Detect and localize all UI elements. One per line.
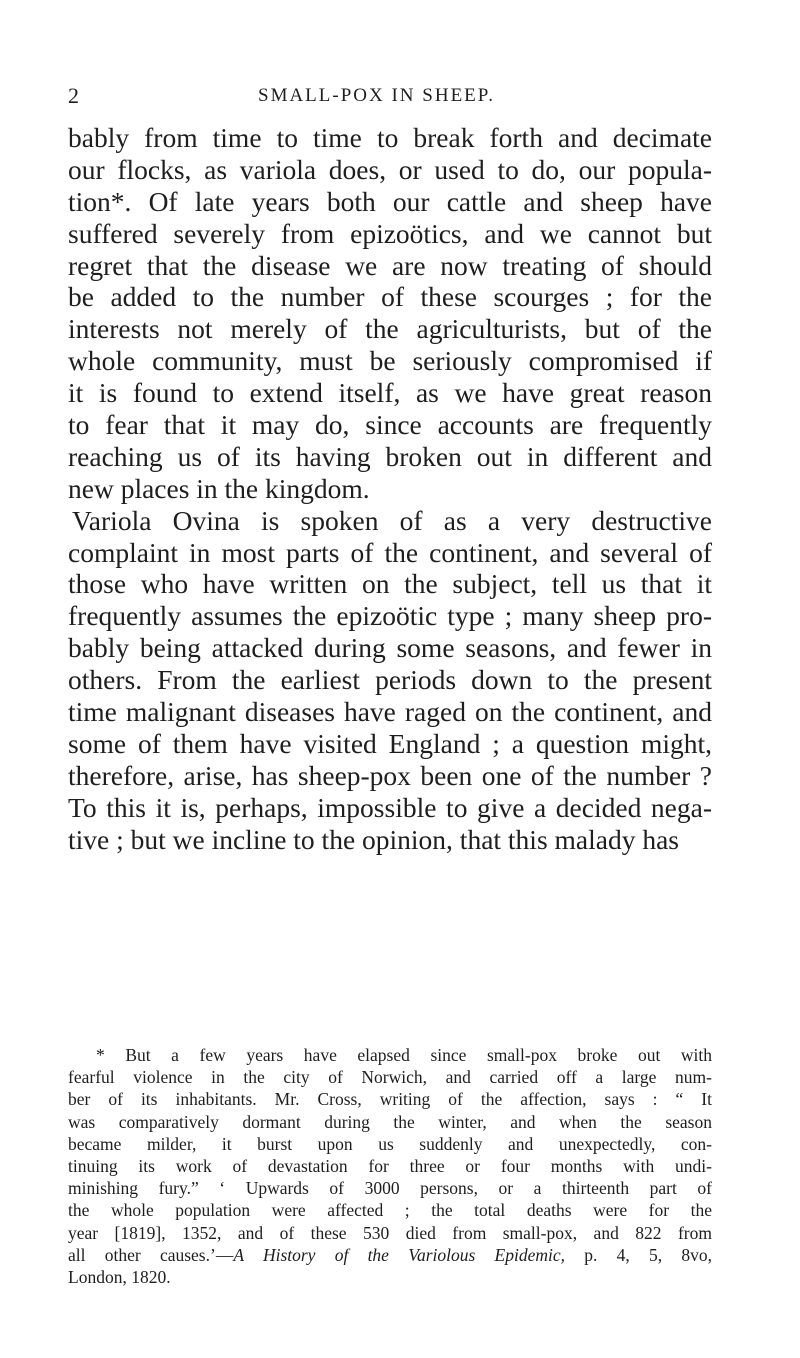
footnote-line: was comparatively dormant during the winter, and when the season bbox=[68, 1111, 712, 1132]
footnote-line: London, 1820. bbox=[68, 1266, 171, 1287]
page-header bbox=[68, 83, 712, 113]
body-line: suffered severely from epizoötics, and we cannot but bbox=[68, 217, 712, 249]
footnote-line: * But a few years have elapsed since small-pox broke out with bbox=[96, 1045, 712, 1065]
body-line: bably from time to time to break forth and decimate bbox=[68, 122, 712, 153]
body-line: reaching us of its having broken out in different and bbox=[68, 440, 712, 472]
body-line: complaint in most parts of the continent, and several of bbox=[68, 536, 712, 568]
footnote-line: minishing fury.” ‘ Upwards of 3000 persons, or a thirteenth part of bbox=[68, 1178, 712, 1199]
body-line: new places in the kingdom. bbox=[68, 472, 370, 504]
body-line: regret that the disease we are now treating of should bbox=[68, 249, 712, 281]
footnote-text: all other causes.’— bbox=[68, 1244, 234, 1265]
body-line: therefore, arise, has sheep-pox been one of the number ? bbox=[68, 759, 712, 791]
body-line: some of them have visited England ; a question might, bbox=[68, 727, 712, 759]
body-line: bably being attacked during some seasons, and fewer in bbox=[68, 632, 712, 664]
footnote-line: ber of its inhabitants. Mr. Cross, writing of the affection, says : “ It bbox=[68, 1089, 712, 1110]
body-line: time malignant diseases have raged on the continent, and bbox=[68, 696, 712, 728]
body-line: tive ; but we incline to the opinion, that this malady has bbox=[68, 823, 680, 855]
body-line: be added to the number of these scourges ; for the bbox=[68, 281, 712, 313]
footnote-line: year [1819], 1352, and of these 530 died from small-pox, and 822 from bbox=[68, 1222, 712, 1243]
footnote bbox=[68, 1044, 712, 1288]
footnote-line: the whole population were affected ; the total deaths were for the bbox=[68, 1200, 712, 1221]
body-line: it is found to extend itself, as we have great reason bbox=[68, 377, 712, 409]
body-line: tion*. Of late years both our cattle and sheep have bbox=[68, 185, 712, 217]
body-line: our flocks, as variola does, or used to do, our popula- bbox=[68, 153, 712, 185]
footnote-line-citation bbox=[68, 1244, 712, 1266]
body-line: whole community, must be seriously compromised if bbox=[68, 345, 712, 377]
body-line: Variola Ovina is spoken of as a very destructive bbox=[72, 504, 712, 536]
cited-work-title: A History of the Variolous Epidemic, bbox=[233, 1244, 565, 1265]
body-line: frequently assumes the epizoötic type ; many sheep pro- bbox=[68, 600, 712, 632]
body-line: to fear that it may do, since accounts are frequently bbox=[68, 409, 712, 441]
page-number: 2 bbox=[68, 83, 80, 108]
footnote-line: tinuing its work of devastation for three or four months with undi- bbox=[68, 1155, 712, 1176]
body-line: those who have written on the subject, tell us that it bbox=[68, 568, 712, 600]
body-line: To this it is, perhaps, impossible to give a decided nega- bbox=[68, 791, 712, 823]
body-line: others. From the earliest periods down to the present bbox=[68, 664, 712, 696]
footnote-line: fearful violence in the city of Norwich, and carried off a large num- bbox=[68, 1067, 712, 1088]
body-text bbox=[68, 122, 712, 855]
running-head: SMALL-POX IN SHEEP. bbox=[258, 85, 495, 106]
footnote-text: p. 4, 5, 8vo, bbox=[565, 1244, 712, 1265]
body-line: interests not merely of the agriculturists, but of the bbox=[68, 313, 712, 345]
footnote-line: became milder, it burst upon us suddenly and unexpectedly, con- bbox=[68, 1133, 712, 1154]
